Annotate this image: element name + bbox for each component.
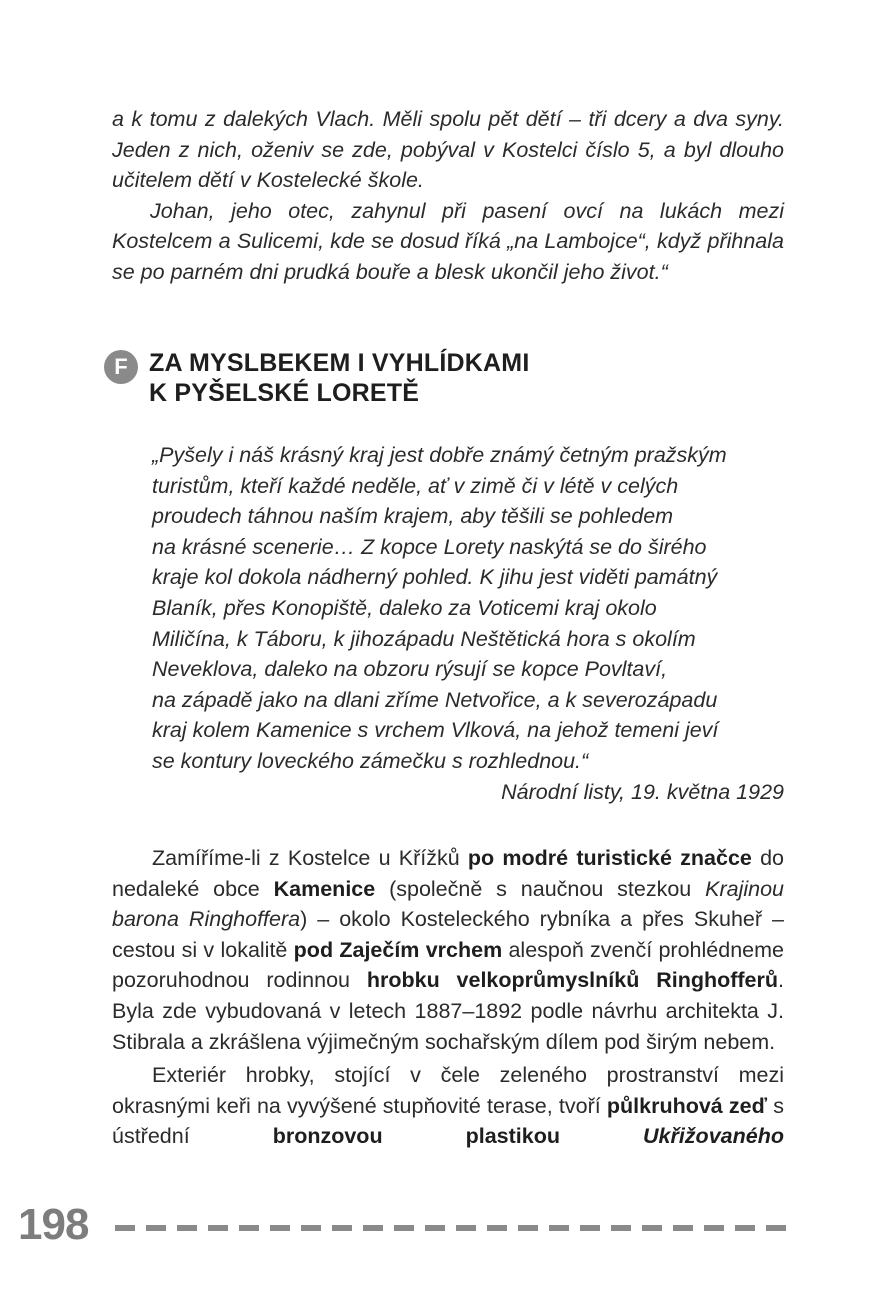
text-run: (společně s naučnou stezkou [375, 876, 706, 901]
section-letter-badge: F [104, 350, 138, 384]
bold-run: půlkruhová zeď [606, 1093, 768, 1118]
bold-run: pod Zaječím vrchem [293, 937, 503, 962]
section-title [149, 348, 709, 408]
quote-line: kraj kolem Kamenice s vrchem Vlková, na jehož temeni jeví [152, 718, 719, 743]
quote-line: Blaník, přes Konopiště, daleko za Voticemi kraj okolo [152, 595, 657, 620]
text-run: Exteriér hrobky, stojící v čele zeleného prostranství mezi okrasnými keři na vyvýšené stupňovité terase, tvoří [112, 1063, 784, 1118]
quote-line: se kontury loveckého zámečku s rozhlednou.“ [152, 748, 589, 773]
dashed-rule [115, 1225, 788, 1231]
text-run: ) – okolo Kosteleckého rybníka a přes Skuheř – cestou si v lokalitě [112, 907, 784, 962]
text-run: s ústřední [112, 1093, 785, 1149]
bold-run: Kamenice [273, 876, 376, 901]
bold-italic-run: Ukřižovaného [642, 1124, 784, 1149]
section-title-line: ZA MYSLBEKEM I VYHLÍDKAMI [149, 349, 530, 377]
quote-line: na západě jako na dlani zříme Netvořice, a k severozápadu [152, 687, 718, 712]
quote-line: turistům, kteří každé neděle, ať v zimě či v létě v celých [152, 473, 679, 498]
bold-run: po modré turistické značce [467, 846, 752, 870]
intro-text [112, 104, 784, 288]
quote-text [152, 440, 784, 777]
bold-run: hrobku velkoprůmyslníků Ringhofferů [366, 968, 779, 993]
bold-run [643, 1124, 784, 1148]
intro-paragraph: a k tomu z dalekých Vlach. Měli spolu pět dětí – tři dcery a dva syny. Jeden z nich, oženiv se zde, pobýval v Kostelci číslo 5, a byl dlouho učitelem dětí v Kostelecké škole. [112, 107, 784, 193]
intro-paragraph: Johan, jeho otec, zahynul při pasení ovcí na lukách mezi Kostelcem a Sulicemi, kde se dosud říká „na Lambojce“, když přihnala se po parném dni prudká bouře a blesk ukončil jeho život.“ [112, 198, 784, 284]
historical-quote [152, 440, 784, 807]
text-run: alespoň zvenčí prohlédneme pozoruhodnou rodinnou [112, 937, 784, 993]
quote-line: na krásné scenerie… Z kopce Lorety naskýtá se do širého [152, 534, 707, 559]
bold-run: bronzovou plastikou [272, 1124, 560, 1149]
text-run [560, 1124, 643, 1148]
text-run: Zamíříme-li z Kostelce u Křížků [152, 846, 468, 870]
body-paragraph [112, 1060, 784, 1152]
italic-run: Krajinou barona Ringhoffera [112, 876, 784, 932]
quote-line: Miličína, k Táboru, k jihozápadu Neštětická hora s okolím [152, 626, 696, 651]
body-text [112, 843, 784, 1152]
text-run: . Byla zde vybudovaná v letech 1887–1892 podle návrhu architekta J. Stibrala a zkrášlena výjimečným sochařským dílem pod širým nebem. [112, 968, 784, 1054]
quote-line: Neveklova, daleko na obzoru rýsují se kopce Povltaví, [152, 657, 668, 682]
quote-line: proudech táhnou naším krajem, aby těšili se pohledem [152, 504, 674, 529]
text-run: do nedaleké obce [112, 846, 784, 901]
page-footer [18, 1200, 788, 1250]
quote-source: Národní listy, 19. května 1929 [501, 779, 784, 804]
quote-line: „Pyšely i náš krásný kraj jest dobře známý četným pražským [152, 443, 727, 467]
body-paragraph [112, 843, 784, 1057]
quote-line: kraje kol dokola nádherný pohled. K jihu jest viděti památný [152, 565, 718, 590]
page-number: 198 [18, 1200, 89, 1249]
section-title-line: K PYŠELSKÉ LORETĚ [149, 379, 420, 407]
